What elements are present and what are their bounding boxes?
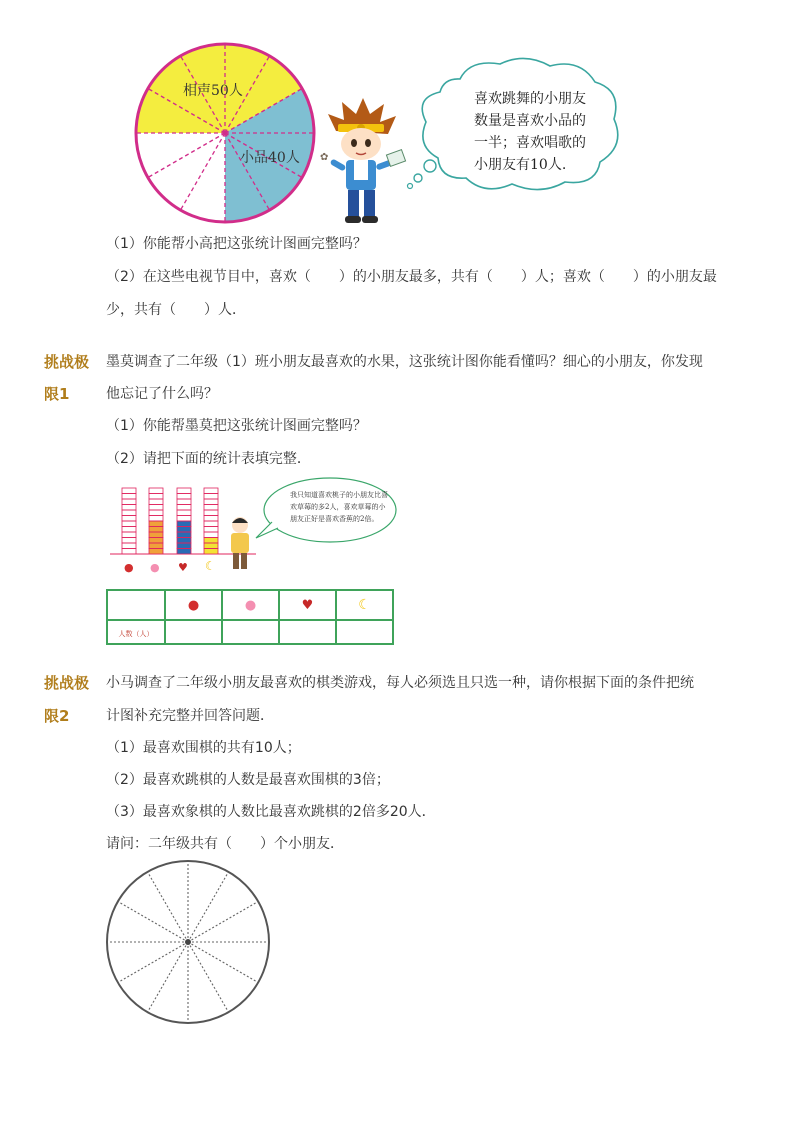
challenge-1-text-line1: 墨莫调查了二年级（1）班小朋友最喜欢的水果，这张统计图你能看懂吗？细心的小朋友，你发现 (106, 354, 703, 370)
small-boy-illustration (226, 515, 254, 573)
row-label-count: 人数（人） (118, 630, 154, 638)
challenge-1-tag-line2: 限1 (44, 385, 70, 403)
strawberry-icon: ♥ (178, 561, 188, 574)
bar-grid-apple (122, 488, 136, 554)
blank-pie-center (185, 939, 191, 945)
challenge-2-tag-line2: 限2 (44, 707, 70, 725)
table-header-banana (336, 590, 393, 620)
bubble-line-1: 喜欢跳舞的小朋友 (474, 91, 586, 107)
challenge-2-text-line1: 小马调查了二年级小朋友最喜欢的棋类游戏，每人必须选且只选一种，请你根据下面的条件把统 (106, 675, 694, 691)
table-header-apple (165, 590, 222, 620)
svg-text:✿: ✿ (320, 152, 329, 163)
blank-pie-divider (148, 873, 188, 942)
blank-pie-divider (188, 902, 257, 942)
banana-icon: ☾ (205, 559, 216, 573)
bar-banana (204, 538, 218, 555)
pie-label-sketch: 小品40人 (240, 150, 300, 166)
strawberry-icon: ♥ (301, 597, 314, 613)
bubble-line-3: 一半；喜欢唱歌的 (474, 135, 586, 151)
blank-pie-divider (188, 942, 228, 1011)
question-2-line2: 少，共有（ ）人． (106, 302, 246, 318)
table-row-label (107, 620, 165, 644)
table-cell-banana[interactable] (336, 620, 393, 644)
condition-2: （2）最喜欢跳棋的人数是最喜欢围棋的3倍； (106, 772, 390, 788)
bubble-text (474, 88, 586, 176)
blank-pie-divider (119, 942, 188, 982)
table-header-blank (107, 590, 165, 620)
table-header-peach (222, 590, 279, 620)
blank-pie-divider (188, 873, 228, 942)
apple-icon: ● (124, 561, 134, 574)
blank-pie-chart (104, 860, 274, 1028)
pie-slice-blank (137, 133, 225, 221)
blank-pie-divider (188, 942, 257, 982)
small-bubble-text: 我只知道喜欢桃子的小朋友比喜欢草莓的多2人，喜欢草莓的小朋友正好是喜欢香蕉的2倍。 (290, 491, 388, 523)
table-cell-strawberry[interactable] (279, 620, 336, 644)
table-cell-apple[interactable] (165, 620, 222, 644)
challenge-1-text-line2: 他忘记了什么吗？ (106, 386, 218, 402)
blank-pie-divider (119, 902, 188, 942)
tv-program-pie-chart (125, 36, 325, 234)
challenge-2-text-line2: 计图补充完整并回答问题． (106, 708, 274, 724)
table-cell-peach[interactable] (222, 620, 279, 644)
peach-icon: ● (150, 561, 160, 574)
challenge-2-question: 请问：二年级共有（ ）个小朋友． (106, 836, 344, 852)
condition-3: （3）最喜欢象棋的人数比最喜欢跳棋的2倍多20人． (106, 804, 436, 820)
challenge-2-tag-line1: 挑战极 (44, 674, 90, 692)
boy-character-illustration (318, 96, 408, 226)
challenge-1-question-1: （1）你能帮墨莫把这张统计图画完整吗？ (106, 418, 367, 434)
fruit-stat-table (106, 589, 394, 645)
blank-pie-divider (148, 942, 188, 1011)
challenge-1-question-2: （2）请把下面的统计表填完整． (106, 451, 311, 467)
question-2-line1: （2）在这些电视节目中，喜欢（ ）的小朋友最多，共有（ ）人；喜欢（ ）的小朋友最 (106, 269, 717, 285)
banana-icon: ☾ (358, 597, 371, 613)
condition-1: （1）最喜欢围棋的共有10人； (106, 740, 301, 756)
bubble-line-4: 小朋友有10人. (474, 157, 567, 173)
question-1: （1）你能帮小高把这张统计图画完整吗？ (106, 236, 367, 252)
challenge-1-tag-line1: 挑战极 (44, 353, 90, 371)
bubble-line-2: 数量是喜欢小品的 (474, 113, 586, 129)
table-header-strawberry (279, 590, 336, 620)
apple-icon: ● (187, 597, 200, 613)
peach-icon: ● (244, 597, 257, 613)
pie-label-crosstalk: 相声50人 (183, 83, 243, 99)
